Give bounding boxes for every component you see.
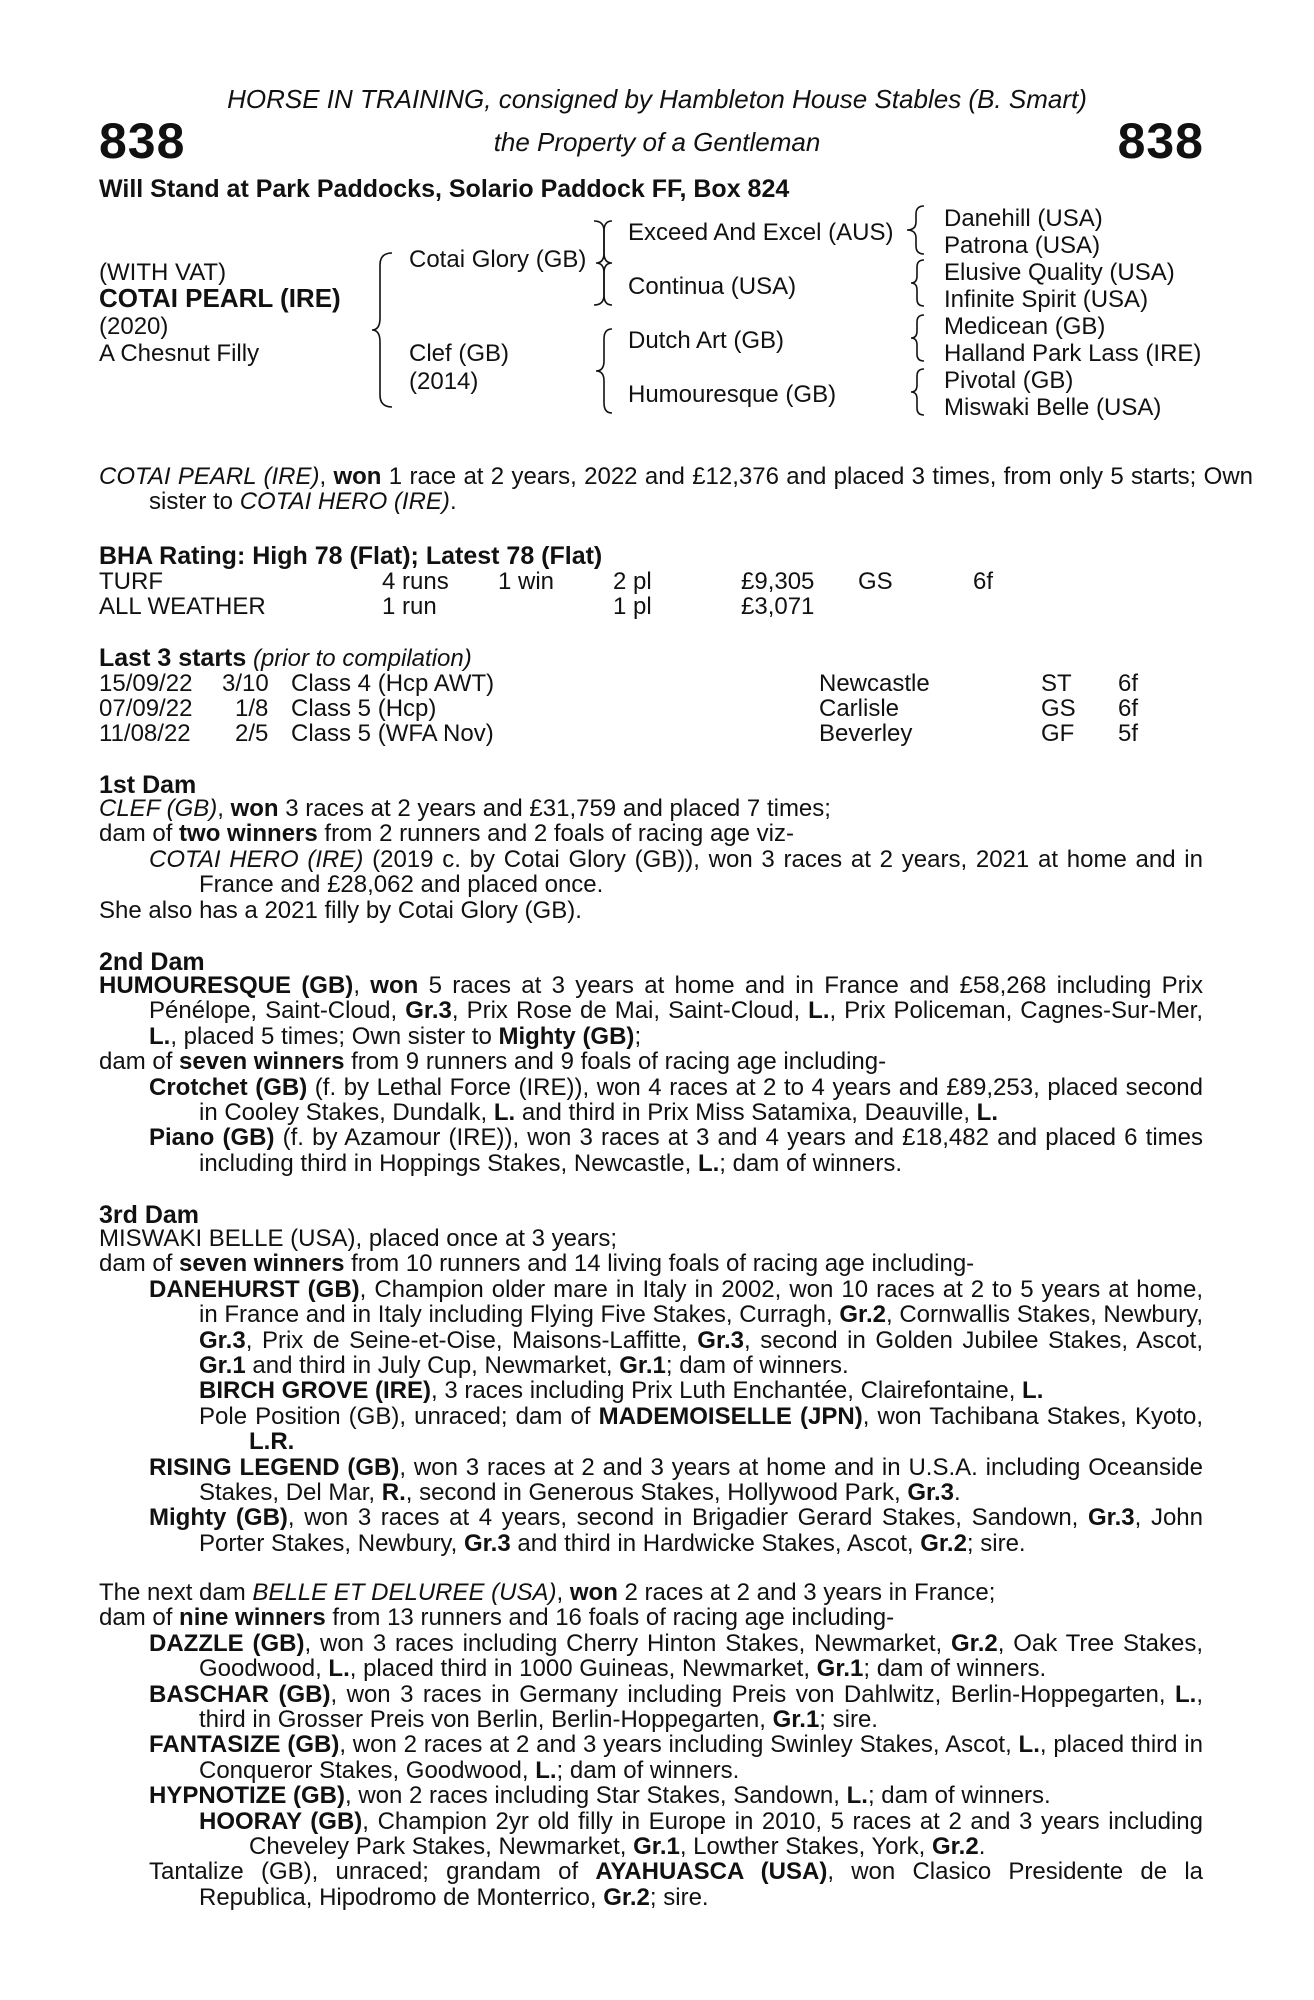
produce-text: , Champion 2yr old filly in Europe in 2010, 5 races at 2 and 3 years including Cheveley Park Stakes, Newmarket,	[249, 1807, 1203, 1861]
produce-grade: Gr.2	[839, 1301, 887, 1329]
summary-sister: COTAI HERO (IRE)	[239, 488, 450, 516]
pedigree-g2: Patrona (USA)	[944, 232, 1101, 259]
produce-grade: Gr.1	[633, 1833, 680, 1861]
summary-text2: .	[449, 488, 457, 516]
dam1-line4: She also has a 2021 filly by Cotai Glory (GB).	[99, 896, 582, 924]
bha-pl: 1 pl	[613, 593, 652, 620]
pedigree-sire-dam: Continua (USA)	[628, 273, 797, 300]
bha-runs: 1 run	[382, 593, 437, 620]
produce-text: .	[954, 1479, 961, 1507]
produce-name: AYAHUASCA (USA)	[595, 1858, 828, 1886]
property-line: the Property of a Gentleman	[493, 127, 821, 157]
produce-grade: Gr.2	[603, 1883, 650, 1911]
horse-description: A Chesnut Filly	[99, 340, 260, 367]
last3-dist: 6f	[1118, 670, 1139, 697]
produce-text: ; dam of winners.	[665, 1352, 849, 1380]
lot-number-right: 838	[1117, 113, 1204, 169]
produce-text: ; dam of winners.	[867, 1782, 1051, 1810]
dam2-section	[99, 973, 1203, 1176]
pedigree-dam-year: (2014)	[409, 368, 479, 395]
last3-class: Class 4 (Hcp AWT)	[291, 670, 495, 697]
produce-text: , placed third in Conqueror Stakes, Goodwood,	[199, 1731, 1203, 1784]
dam3-section	[99, 1226, 1203, 1556]
produce-text: , John Porter Stakes, Newbury,	[199, 1504, 1203, 1557]
produce-grade: L.	[697, 1149, 720, 1177]
next-dam-produce-dazzle	[99, 1631, 1203, 1682]
produce-text: , won 3 races at 4 years, second in Brigadier Gerard Stakes, Sandown,	[287, 1504, 1088, 1532]
dam2-heading: 2nd Dam	[99, 948, 205, 976]
produce-text: , Champion older mare in Italy in 2002, won 10 races at 2 to 5 years at home, in France and in Italy including Flying Five Stakes, Curragh,	[199, 1275, 1203, 1329]
lot-number-left: 838	[99, 113, 186, 169]
dam2-para2	[99, 1049, 1203, 1074]
last3-course: Carlisle	[819, 695, 900, 722]
produce-text: (f. by Lethal Force (IRE)), won 4 races at 2 to 4 years and £89,253, placed second in Cooley Stakes, Dundalk,	[199, 1073, 1203, 1127]
dam3-damof: dam of	[99, 1250, 180, 1278]
produce-grade: Gr.1	[772, 1706, 820, 1734]
produce-text: , second in Generous Stakes, Hollywood Park,	[405, 1479, 908, 1507]
bha-surface: ALL WEATHER	[99, 593, 266, 620]
dam3-winners: seven winners	[179, 1250, 345, 1278]
produce-grade: R.	[381, 1479, 406, 1507]
last3-pos: 2/5	[235, 720, 269, 747]
pedigree-brace-main	[370, 250, 400, 410]
produce-text: , won Clasico Presidente de la Republica, Hipodromo de Monterrico,	[199, 1858, 1203, 1911]
produce-name: BASCHAR (GB)	[149, 1680, 331, 1708]
horse-name: COTAI PEARL (IRE)	[99, 283, 341, 313]
last3-class: Class 5 (Hcp)	[291, 695, 437, 722]
produce-text: , won 3 races at 2 and 3 years at home and in U.S.A. including Oceanside Stakes, Del Mar,	[199, 1453, 1203, 1507]
pedigree-brace-g56	[908, 312, 928, 364]
pedigree-g7: Pivotal (GB)	[944, 367, 1074, 394]
last3-note: (prior to compilation)	[246, 645, 472, 672]
pedigree-sire-sire: Exceed And Excel (AUS)	[628, 219, 894, 246]
produce-name: FANTASIZE (GB)	[149, 1731, 340, 1759]
produce-grade: L.	[1018, 1731, 1040, 1759]
next-dam-produce-baschar	[99, 1682, 1203, 1733]
next-dam-para2	[99, 1605, 1203, 1630]
dam3-produce-birch-grove	[99, 1378, 1203, 1403]
next-dam-section	[99, 1580, 1203, 1910]
produce-grade: Gr.3	[463, 1529, 511, 1557]
pedigree-brace-g12	[902, 203, 928, 257]
produce-grade: L.	[1022, 1377, 1044, 1405]
next-dam-para1	[99, 1580, 1203, 1605]
bha-wins: 1 win	[498, 568, 555, 595]
dam2-winners: seven winners	[179, 1048, 345, 1076]
last3-going: GF	[1041, 720, 1075, 747]
pedigree-g5: Medicean (GB)	[944, 313, 1106, 340]
produce-grade: L.	[976, 1099, 998, 1127]
produce-text: ; sire.	[966, 1529, 1026, 1557]
produce-text: ; dam of winners.	[863, 1655, 1047, 1683]
summary-name: COTAI PEARL (IRE)	[99, 463, 320, 490]
produce-text: , won 2 races including Star Stakes, Sandown,	[345, 1782, 847, 1810]
dam2-text: , Prix Rose de Mai, Saint-Cloud,	[451, 997, 809, 1025]
dam1-produce	[99, 847, 1203, 898]
dam1-winners: two winners	[179, 820, 318, 848]
dam3-para1: MISWAKI BELLE (USA), placed once at 3 years;	[99, 1225, 617, 1252]
produce-text: , won Tachibana Stakes, Kyoto,	[862, 1402, 1203, 1430]
pedigree-g1: Danehill (USA)	[944, 205, 1103, 232]
last3-date: 11/08/22	[99, 720, 191, 747]
summary-paragraph	[99, 464, 1253, 515]
produce-text: and third in Prix Miss Satamixa, Deauville,	[515, 1099, 977, 1127]
horse-year: (2020)	[99, 313, 169, 340]
last3-pos: 3/10	[222, 670, 269, 697]
summary-text1: 1 race at 2 years, 2022 and £12,376 and placed 3 times, from only 5 starts; Own sister to	[149, 463, 1254, 516]
produce-name: DAZZLE (GB)	[149, 1629, 305, 1657]
last3-heading-line	[99, 644, 472, 673]
bha-dist: 6f	[973, 568, 994, 595]
dam2-damof: dam of	[99, 1048, 180, 1076]
dam3-heading: 3rd Dam	[99, 1201, 200, 1229]
produce-text: , placed third in 1000 Guineas, Newmarket,	[349, 1655, 817, 1683]
bha-runs: 4 runs	[382, 568, 449, 595]
next-dam-text: The next dam	[99, 1579, 253, 1606]
produce-text: , third in Grosser Preis von Berlin, Berlin-Hoppegarten,	[199, 1680, 1204, 1734]
produce-grade: Gr.1	[199, 1352, 246, 1380]
dam2-grade: Gr.3	[405, 997, 452, 1025]
pedigree-g4: Infinite Spirit (USA)	[944, 286, 1149, 313]
produce-name: Crotchet (GB)	[149, 1073, 308, 1101]
dam1-produce-name: COTAI HERO (IRE)	[149, 845, 364, 873]
vat-label: (WITH VAT)	[99, 259, 227, 286]
produce-grade: Gr.1	[816, 1655, 864, 1683]
produce-grade: L.R.	[249, 1428, 295, 1456]
pedigree-g8: Miswaki Belle (USA)	[944, 394, 1162, 421]
produce-text: , Lowther Stakes, York,	[679, 1833, 932, 1861]
dam1-won: won	[230, 795, 279, 822]
dam3-runners: from 10 runners and 14 living foals of racing age including-	[344, 1250, 975, 1278]
produce-text: and third in July Cup, Newmarket,	[245, 1352, 620, 1380]
produce-grade: Gr.3	[907, 1479, 955, 1507]
bha-prize: £9,305	[741, 568, 815, 595]
dam3-produce-danehurst	[99, 1277, 1203, 1379]
bha-surface: TURF	[99, 568, 163, 595]
dam1-section	[99, 796, 1203, 923]
bha-going: GS	[858, 568, 893, 595]
last3-course: Beverley	[819, 720, 913, 747]
produce-text: (f. by Azamour (IRE)), won 3 races at 3 and 4 years and £18,482 and placed 6 times including third in Hoppings Stakes, Newcastle,	[199, 1124, 1203, 1177]
produce-text: ; dam of winners.	[719, 1149, 903, 1177]
produce-grade: L.	[1175, 1680, 1197, 1708]
produce-text: , won 3 races including Cherry Hinton Stakes, Newmarket,	[304, 1629, 952, 1657]
pedigree-dam-sire: Dutch Art (GB)	[628, 327, 785, 354]
pedigree-dam: Clef (GB)	[409, 340, 510, 367]
dam2-sep: ,	[353, 972, 371, 999]
dam2-runners: from 9 runners and 9 foals of racing age including-	[344, 1048, 887, 1076]
dam2-won: won	[370, 972, 419, 999]
produce-grade: Gr.2	[951, 1629, 998, 1657]
dam3-para2	[99, 1251, 1203, 1276]
dam2-para1	[99, 973, 1203, 1049]
location-line: Will Stand at Park Paddocks, Solario Paddock FF, Box 824	[99, 175, 790, 203]
pedigree-g3: Elusive Quality (USA)	[944, 259, 1175, 286]
produce-name: MADEMOISELLE (JPN)	[598, 1402, 863, 1430]
dam1-record: 3 races at 2 years and £31,759 and placed 7 times;	[278, 795, 831, 822]
produce-text: , Cornwallis Stakes, Newbury,	[886, 1301, 1204, 1329]
dam2-text: , Prix Policeman, Cagnes-Sur-Mer,	[829, 997, 1203, 1025]
dam3-produce-mighty	[99, 1505, 1203, 1556]
produce-grade: Gr.1	[619, 1352, 666, 1380]
produce-name: HOORAY (GB)	[199, 1807, 363, 1835]
next-dam-runners: from 13 runners and 16 foals of racing age including-	[325, 1604, 895, 1632]
dam2-text: ;	[634, 1022, 642, 1050]
dam3-produce-rising-legend	[99, 1455, 1203, 1506]
summary-won: won	[333, 463, 382, 490]
dam2-grade: L.	[149, 1022, 171, 1050]
produce-grade: L.	[493, 1099, 516, 1127]
dam2-text: 5 races at 3 years at home and in France and £58,268 including Prix Pénélope, Saint-Cloud,	[149, 972, 1203, 1025]
produce-text: , second in Golden Jubilee Stakes, Ascot,	[743, 1326, 1203, 1354]
last3-date: 15/09/22	[99, 670, 193, 697]
produce-text: , Oak Tree Stakes, Goodwood,	[199, 1629, 1203, 1683]
summary-comma: ,	[319, 463, 334, 490]
next-dam-produce-hypnotize	[99, 1783, 1203, 1808]
produce-text: , Prix de Seine-et-Oise, Maisons-Laffitte,	[245, 1326, 698, 1354]
dam2-produce-piano	[99, 1125, 1203, 1176]
produce-grade: Gr.3	[697, 1326, 744, 1354]
produce-text: , won 2 races at 2 and 3 years including Swinley Stakes, Ascot,	[339, 1731, 1019, 1759]
pedigree-brace-g34	[908, 257, 928, 309]
produce-name: Mighty (GB)	[149, 1504, 288, 1532]
next-dam-produce-tantalize	[99, 1859, 1203, 1910]
last3-dist: 6f	[1118, 695, 1139, 722]
dam2-text: , placed 5 times; Own sister to	[170, 1022, 499, 1050]
dam1-line2	[99, 821, 1203, 846]
produce-text: ; dam of winners.	[556, 1756, 740, 1784]
next-dam-produce-fantasize	[99, 1732, 1203, 1783]
pedigree-brace-sire-inner	[590, 218, 614, 308]
last3-going: GS	[1041, 695, 1076, 722]
next-dam-winners: nine winners	[179, 1604, 326, 1632]
produce-text: ; sire.	[649, 1883, 709, 1911]
dam1-damof: dam of	[99, 820, 180, 848]
bha-heading: BHA Rating: High 78 (Flat); Latest 78 (Flat)	[99, 542, 603, 570]
produce-grade: Gr.3	[1087, 1504, 1135, 1532]
next-dam-text: ,	[556, 1579, 570, 1606]
last3-going: ST	[1041, 670, 1072, 697]
dam2-produce-crotchet	[99, 1075, 1203, 1126]
next-dam-text: 2 races at 2 and 3 years in France;	[617, 1579, 996, 1606]
dam1-sep: ,	[217, 795, 231, 822]
dam2-name: HUMOURESQUE (GB)	[99, 972, 354, 999]
dam1-runners: from 2 runners and 2 foals of racing age viz-	[317, 820, 794, 848]
pedigree-brace-dam	[590, 326, 614, 416]
produce-text: Tantalize (GB), unraced; grandam of	[149, 1858, 596, 1886]
next-dam-won: won	[569, 1579, 618, 1606]
produce-name: HYPNOTIZE (GB)	[149, 1782, 345, 1810]
produce-grade: Gr.2	[931, 1833, 979, 1861]
produce-grade: Gr.3	[199, 1326, 246, 1354]
produce-grade: Gr.2	[920, 1529, 967, 1557]
dam1-line1	[99, 796, 1203, 821]
produce-name: BIRCH GROVE (IRE)	[199, 1377, 432, 1405]
produce-text: , won 3 races in Germany including Preis von Dahlwitz, Berlin-Hoppegarten,	[330, 1680, 1176, 1708]
last3-heading: Last 3 starts	[99, 644, 247, 672]
last3-date: 07/09/22	[99, 695, 193, 722]
bha-pl: 2 pl	[613, 568, 652, 595]
produce-text: , 3 races including Prix Luth Enchantée, Clairefontaine,	[431, 1377, 1023, 1405]
dam1-produce-record: (2019 c. by Cotai Glory (GB)), won 3 races at 2 years, 2021 at home and in France and £28,062 and placed once.	[199, 845, 1203, 899]
dam2-grade: L.	[808, 997, 830, 1025]
produce-text: .	[978, 1833, 986, 1861]
pedigree-g6: Halland Park Lass (IRE)	[944, 340, 1202, 367]
next-dam-produce-hooray	[99, 1809, 1203, 1860]
produce-text: Pole Position (GB), unraced; dam of	[199, 1402, 599, 1430]
pedigree-sire: Cotai Glory (GB)	[409, 246, 587, 273]
last3-course: Newcastle	[819, 670, 930, 697]
produce-name: RISING LEGEND (GB)	[149, 1453, 400, 1481]
produce-name: Piano (GB)	[149, 1124, 275, 1152]
consignor-line: HORSE IN TRAINING, consigned by Hambleton House Stables (B. Smart)	[227, 84, 1087, 114]
bha-prize: £3,071	[741, 593, 815, 620]
last3-dist: 5f	[1118, 720, 1139, 747]
produce-grade: L.	[535, 1756, 557, 1784]
produce-text: ; sire.	[819, 1706, 878, 1734]
next-dam-name: BELLE ET DELUREE (USA)	[252, 1579, 557, 1606]
produce-name: DANEHURST (GB)	[149, 1275, 360, 1303]
dam2-sister: Mighty (GB)	[498, 1022, 635, 1050]
produce-grade: L.	[328, 1655, 350, 1683]
produce-grade: L.	[846, 1782, 868, 1810]
last3-class: Class 5 (WFA Nov)	[291, 720, 494, 747]
dam1-heading: 1st Dam	[99, 771, 197, 799]
produce-text: and third in Hardwicke Stakes, Ascot,	[510, 1529, 921, 1557]
pedigree-dam-dam: Humouresque (GB)	[628, 381, 837, 408]
dam1-name: CLEF (GB)	[99, 795, 218, 822]
last3-pos: 1/8	[235, 695, 269, 722]
pedigree-brace-g78	[908, 366, 928, 418]
dam3-produce-pole-position	[99, 1404, 1203, 1455]
next-dam-damof: dam of	[99, 1604, 180, 1632]
